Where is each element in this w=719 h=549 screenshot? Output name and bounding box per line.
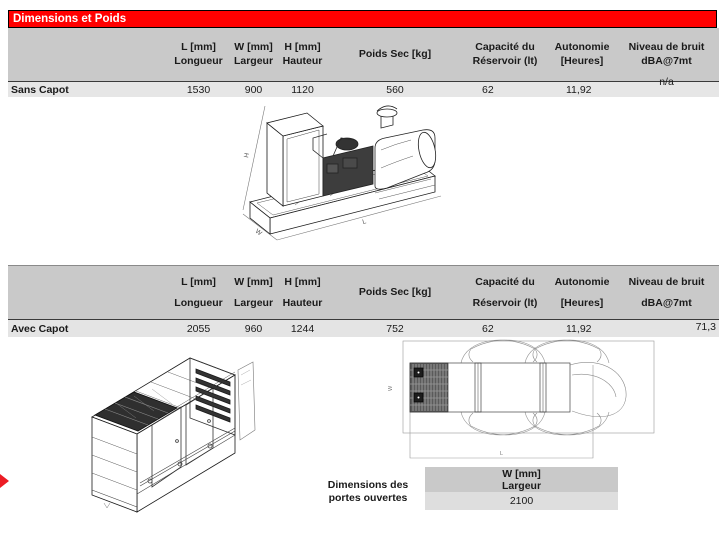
- dim-l-label: L: [361, 218, 368, 226]
- col-header-autonomie: Autonomie [Heures]: [554, 275, 610, 309]
- col-header-poids-sec: Poids Sec [kg]: [358, 286, 432, 298]
- value-longueur: 1530: [186, 83, 211, 96]
- table-row-sans-capot: [8, 75, 719, 97]
- table-avec-capot: [8, 265, 719, 337]
- section-header-bar: [8, 10, 717, 28]
- col-header-largeur: W [mm] Largeur: [233, 275, 274, 309]
- dim-w-label: W: [253, 227, 263, 238]
- doors-open-table: [425, 467, 618, 510]
- section-title: Dimensions et Poids: [13, 13, 127, 25]
- value-hauteur: 1120: [291, 83, 314, 96]
- value-longueur: 2055: [186, 322, 211, 335]
- topview-doors-open-drawing: [378, 335, 668, 470]
- doors-open-table-value: 2100: [425, 492, 618, 510]
- value-niveau-bruit: n/a: [659, 75, 674, 88]
- col-header-poids-sec: Poids Sec [kg]: [358, 47, 432, 60]
- dim-l-label: L: [500, 451, 504, 457]
- col-header-niveau-bruit: Niveau de bruit dBA@7mt: [628, 275, 705, 309]
- value-largeur: 960: [244, 322, 263, 335]
- table-sans-capot: [8, 28, 719, 97]
- row-label: Avec Capot: [11, 322, 69, 335]
- value-largeur: 900: [244, 83, 263, 96]
- row-label: Sans Capot: [11, 83, 69, 96]
- table-avec-capot-header: [8, 265, 719, 320]
- value-poids-sec: 560: [386, 83, 404, 96]
- col-header-longueur: L [mm] Longueur: [174, 275, 223, 309]
- col-header-hauteur: H [mm] Hauteur: [282, 41, 323, 67]
- value-autonomie: 11,92: [566, 322, 592, 335]
- value-hauteur: 1244: [290, 322, 315, 335]
- col-header-hauteur: H [mm] Hauteur: [282, 275, 323, 309]
- col-header-autonomie: Autonomie [Heures]: [554, 41, 610, 67]
- dim-h-label: H: [243, 152, 251, 159]
- table-sans-capot-header: [8, 28, 719, 82]
- col-header-longueur: L [mm] Longueur: [174, 41, 223, 67]
- value-poids-sec: 752: [386, 322, 404, 335]
- value-capacite: 62: [482, 322, 494, 335]
- dim-w-label: W: [388, 385, 394, 391]
- value-autonomie: 11,92: [566, 83, 592, 96]
- doors-open-caption: Dimensions des portes ouvertes: [327, 479, 409, 504]
- page-margin-arrow-icon: [0, 474, 9, 488]
- value-capacite: 62: [482, 83, 494, 96]
- col-header-capacite: Capacité du Réservoir (lt): [472, 275, 538, 309]
- col-header-niveau-bruit: Niveau de bruit dBA@7mt: [628, 41, 705, 67]
- value-niveau-bruit: 71,3: [695, 320, 716, 333]
- canopy-genset-drawing: [60, 345, 260, 520]
- doors-open-table-header: W [mm] Largeur: [425, 467, 618, 492]
- col-header-capacite: Capacité du Réservoir (lt): [472, 41, 538, 67]
- open-genset-drawing: [235, 98, 485, 256]
- col-header-largeur: W [mm] Largeur: [233, 41, 274, 67]
